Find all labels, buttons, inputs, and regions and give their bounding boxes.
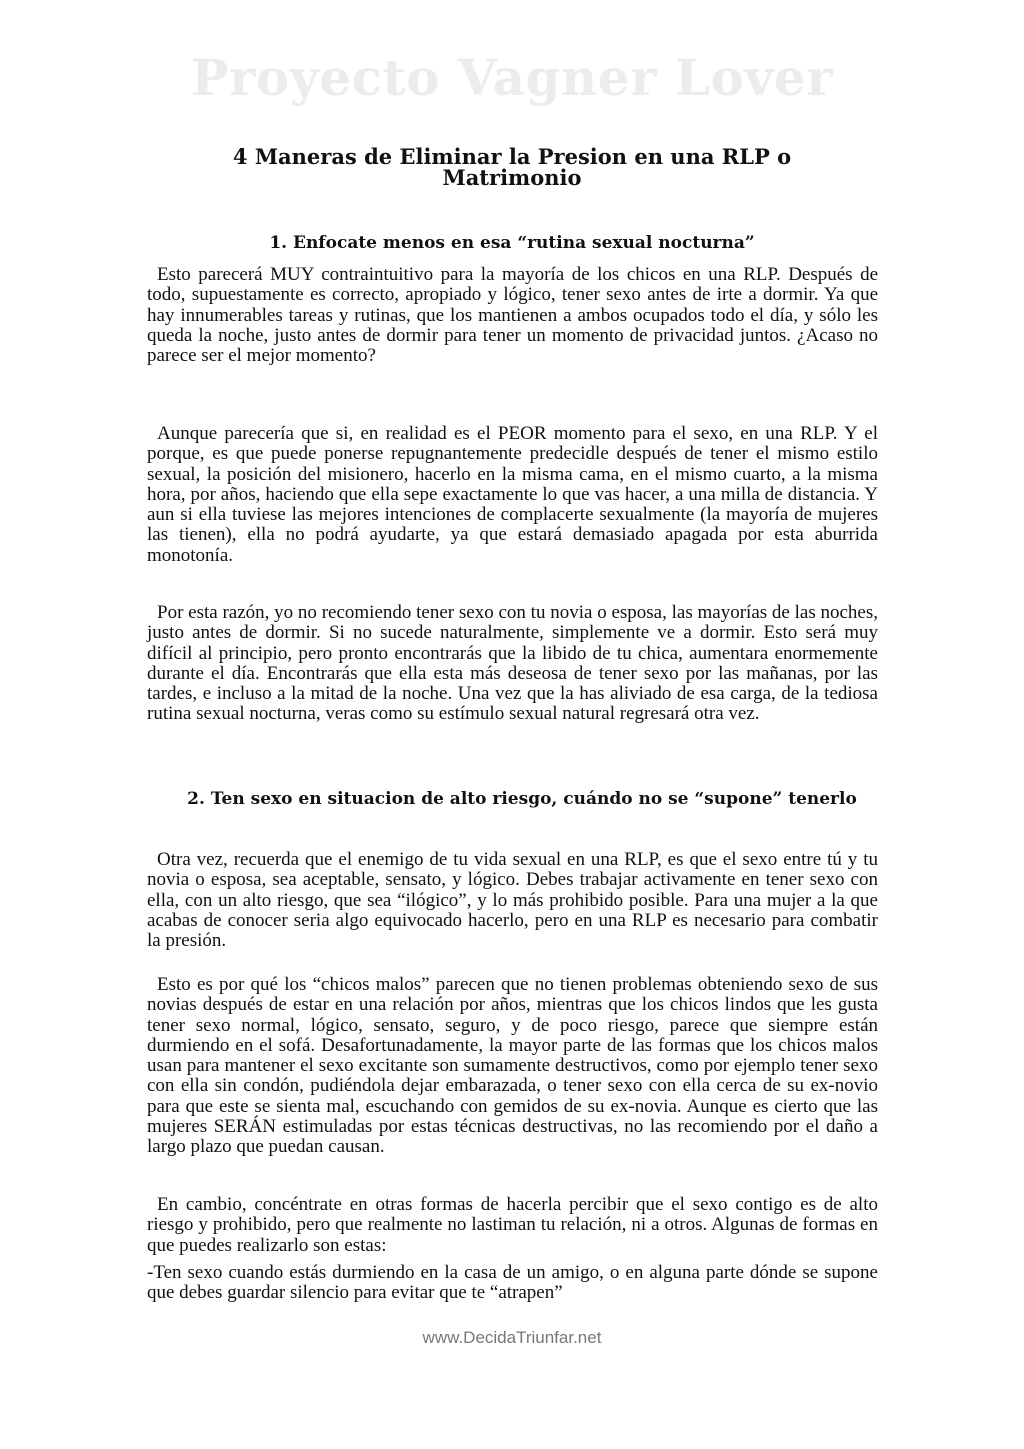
- page-title: 4 Maneras de Eliminar la Presion en una RLP o Matrimonio: [232, 144, 792, 190]
- paragraph: Esto parecerá MUY contraintuitivo para la mayoría de los chicos en una RLP. Después de todo, supuestamente es correcto, apropiado y lógico, tener sexo antes de irte a dormir. Ya que hay innumerables tareas y rutinas, que los mantienen a ambos ocupados todo el día, y sólo les queda la noche, justo antes de dormir para tener un momento de privacidad juntos. ¿Acaso no parece ser el mejor momento?: [147, 264, 878, 367]
- paragraph: Aunque parecería que si, en realidad es el PEOR momento para el sexo, en una RLP. Y el porque, es que puede ponerse repugnantemente predecidle después de tener el mismo estilo sexual, la posición del misionero, hacerlo en la misma cama, en el mismo cuarto, a la misma hora, por años, haciendo que ella sepe exactamente lo que vas hacer, a una milla de distancia. Y aun si ella tuviese las mejores intenciones de complacerte sexualmente (la mayoría de mujeres las tienen), ella no podrá ayudarte, ya que estará demasiado apagada por esta aburrida monotonía.: [147, 423, 878, 566]
- footer-url: www.DecidaTriunfar.net: [422, 1328, 602, 1347]
- paragraph: En cambio, concéntrate en otras formas de hacerla percibir que el sexo contigo es de alto riesgo y prohibido, pero que realmente no lastiman tu relación, ni a otros. Algunas de formas en que puedes realizarlo son estas:: [147, 1194, 878, 1256]
- watermark: Proyecto Vagner Lover: [190, 48, 834, 107]
- section-heading-2: 2. Ten sexo en situacion de alto riesgo, cuándo no se “supone” tenerlo: [187, 789, 857, 809]
- paragraph: Otra vez, recuerda que el enemigo de tu vida sexual en una RLP, es que el sexo entre tú y tu novia o esposa, sea aceptable, sensato, y lógico. Debes trabajar activamente en tener sexo con ella, con un alto riesgo, que sea “ilógico”, y lo más prohibido posible. Para una mujer a la que acabas de conocer seria algo equivocado hacerlo, pero en una RLP es necesario para combatir la presión.: [147, 849, 878, 952]
- paragraph: Por esta razón, yo no recomiendo tener sexo con tu novia o esposa, las mayorías de las noches, justo antes de dormir. Si no sucede naturalmente, simplemente ve a dormir. Esto será muy difícil al principio, pero pronto encontrarás que la libido de tu chica, aumentara enormemente durante el día. Encontrarás que ella esta más deseosa de tener sexo por las mañanas, por las tardes, e incluso a la mitad de la noche. Una vez que la has aliviado de esa carga, de la tediosa rutina sexual nocturna, veras como su estímulo sexual natural regresará otra vez.: [147, 602, 878, 725]
- section-heading-1: 1. Enfocate menos en esa “rutina sexual nocturna”: [269, 233, 755, 253]
- paragraph: Esto es por qué los “chicos malos” parecen que no tienen problemas obteniendo sexo de sus novias después de estar en una relación por años, mientras que los chicos lindos que les gusta tener sexo normal, lógico, sensato, seguro, y de poco riesgo, parece que siempre están durmiendo en el sofá. Desafortunadamente, la mayor parte de las formas que los chicos malos usan para mantener el sexo excitante son sumamente destructivos, como por ejemplo tener sexo con ella sin condón, pudiéndola dejar embarazada, o tener sexo con ella cerca de su ex-novio para que este se sienta mal, escuchando con gemidos de su ex-novia. Aunque es cierto que las mujeres SERÁN estimuladas por estas técnicas destructivas, no las recomiendo por el daño a largo plazo que puedan causan.: [147, 974, 878, 1158]
- list-item: -Ten sexo cuando estás durmiendo en la casa de un amigo, o en alguna parte dónde se supone que debes guardar silencio para evitar que te “atrapen”: [147, 1262, 878, 1304]
